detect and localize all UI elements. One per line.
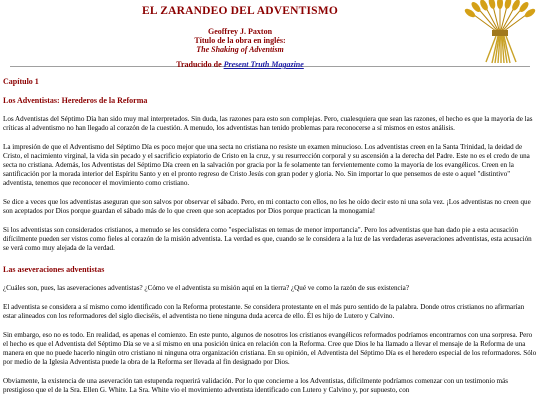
paragraph: La impresión de que el Adventismo del Séptimo Día es poco mejor que una secta no cristiana no resiste un examen minucioso. Los adventistas creen en la Santa Trinidad, la deidad de Cristo, el nacimiento virginal, la vida sin pecado y el sacrificio expiatorio de Cristo en la cruz, y su resurrección corporal y su ascensión a la derecha del Padre. Este no es el credo de una secta no cristiana. Además, los Adventistas del Séptimo Día creen en la salvación por gracia por la fe solamente tan fervientemente como la mayoría de los evangélicos. Creen en la santificación por la morada interior del Espíritu Santo y en el pronto regreso de Cristo Jesús con gran poder y gloria. No. Sin importar lo que pensemos de este o aquel "distintivo" adventista, tenemos que reconocer el movimiento como cristiano.: [3, 143, 530, 187]
translation-prefix: Traducido de: [176, 60, 224, 69]
translation-credit: [0, 60, 480, 69]
paragraph: ¿Cuáles son, pues, las aseveraciones adventistas? ¿Cómo ve el adventista su misión aquí en la tierra? ¿Qué ve como la razón de sus existencia?: [3, 284, 409, 292]
paragraph: Los Adventistas del Séptimo Día han sido muy mal interpretados. Sin duda, las razones para esto son complejas. Pero, cualesquiera que sean las razones, el hecho es que la mayoría de las críticas al adventismo no han llegado al corazón de la cuestión. A menudo, los adventistas han tenido problemas para reconocerse a sí mismos en estos análisis.: [3, 115, 533, 132]
original-title-label: Título de la obra en inglés:: [194, 36, 286, 45]
section-heading: Las aseveraciones adventistas: [3, 265, 105, 274]
chapter-heading: Capítulo 1: [3, 77, 39, 86]
document-title: EL ZARANDEO DEL ADVENTISMO: [142, 5, 338, 17]
original-title: The Shaking of Adventism: [196, 45, 284, 54]
page-header: [0, 0, 540, 69]
author-name: Geoffrey J. Paxton: [207, 27, 273, 36]
paragraph: Sin embargo, eso no es todo. En realidad, es apenas el comienzo. En este punto, algunos de nosotros los cristianos evangélicos reformados podríamos encontrarnos con una sorpresa. Pero el hecho es que el Adventista del Séptimo Día se ve a sí mismo en una posición única en relación con la Reforma. Cree que Dios le ha llamado a llevar el mensaje de la Reforma de una manera en que no puede hacerlo ningún otro cristiano ni ninguna otra organización cristiana. En su opinión, el Adventista del Séptimo Día es el heredero especial de los reformadores. Sólo por medio de la Iglesia Adventista puede la obra de la Reforma ser llevada al fin designado por Dios.: [3, 331, 537, 366]
present-truth-link[interactable]: Present Truth Magazine: [223, 60, 304, 69]
document-body: [0, 77, 540, 395]
paragraph: Se dice a veces que los adventistas aseguran que son salvos por observar el sábado. Pero, en mi contacto con ellos, no les he oído decir esto ni una sola vez. ¡Los adventistas no creen que son aceptados por Dios porque guardan el sábado más de lo que creen que son aceptados por Dios porque practican la monogamia!: [3, 198, 531, 215]
paragraph: El adventista se considera a sí mismo como identificado con la Reforma protestante. Se considera protestante en el más puro sentido de la palabra. Donde otros cristianos no afirmarían estar alineados con los reformadores del siglo dieciséis, el adventista no tiene ninguna duda acerca de ello. Él es hijo de Lutero y Calvino.: [3, 303, 525, 320]
section-heading: Los Adventistas: Herederos de la Reforma: [3, 96, 148, 105]
paragraph: Obviamente, la existencia de una aseveración tan estupenda requerirá validación. Por lo que concierne a los Adventistas, difícilmente podríamos comenzar con un testimonio más prestigioso que el de la Sra. Ellen G. White. La Sra. White vio el movimiento adventista identificado con Lutero y Calvino y, por supuesto, con: [3, 377, 509, 394]
paragraph: Si los adventistas son considerados cristianos, a menudo se les considera como "especialistas en temas de menor importancia". Pero los adventistas que han dado pie a esta acusación difícilmente pueden ser vistos como fieles al corazón de la misión adventista. La verdad es que, cuando se le considera a la luz de las verdaderas aseveraciones adventistas, esta acusación se verá como muy alejada de la verdad.: [3, 226, 532, 252]
